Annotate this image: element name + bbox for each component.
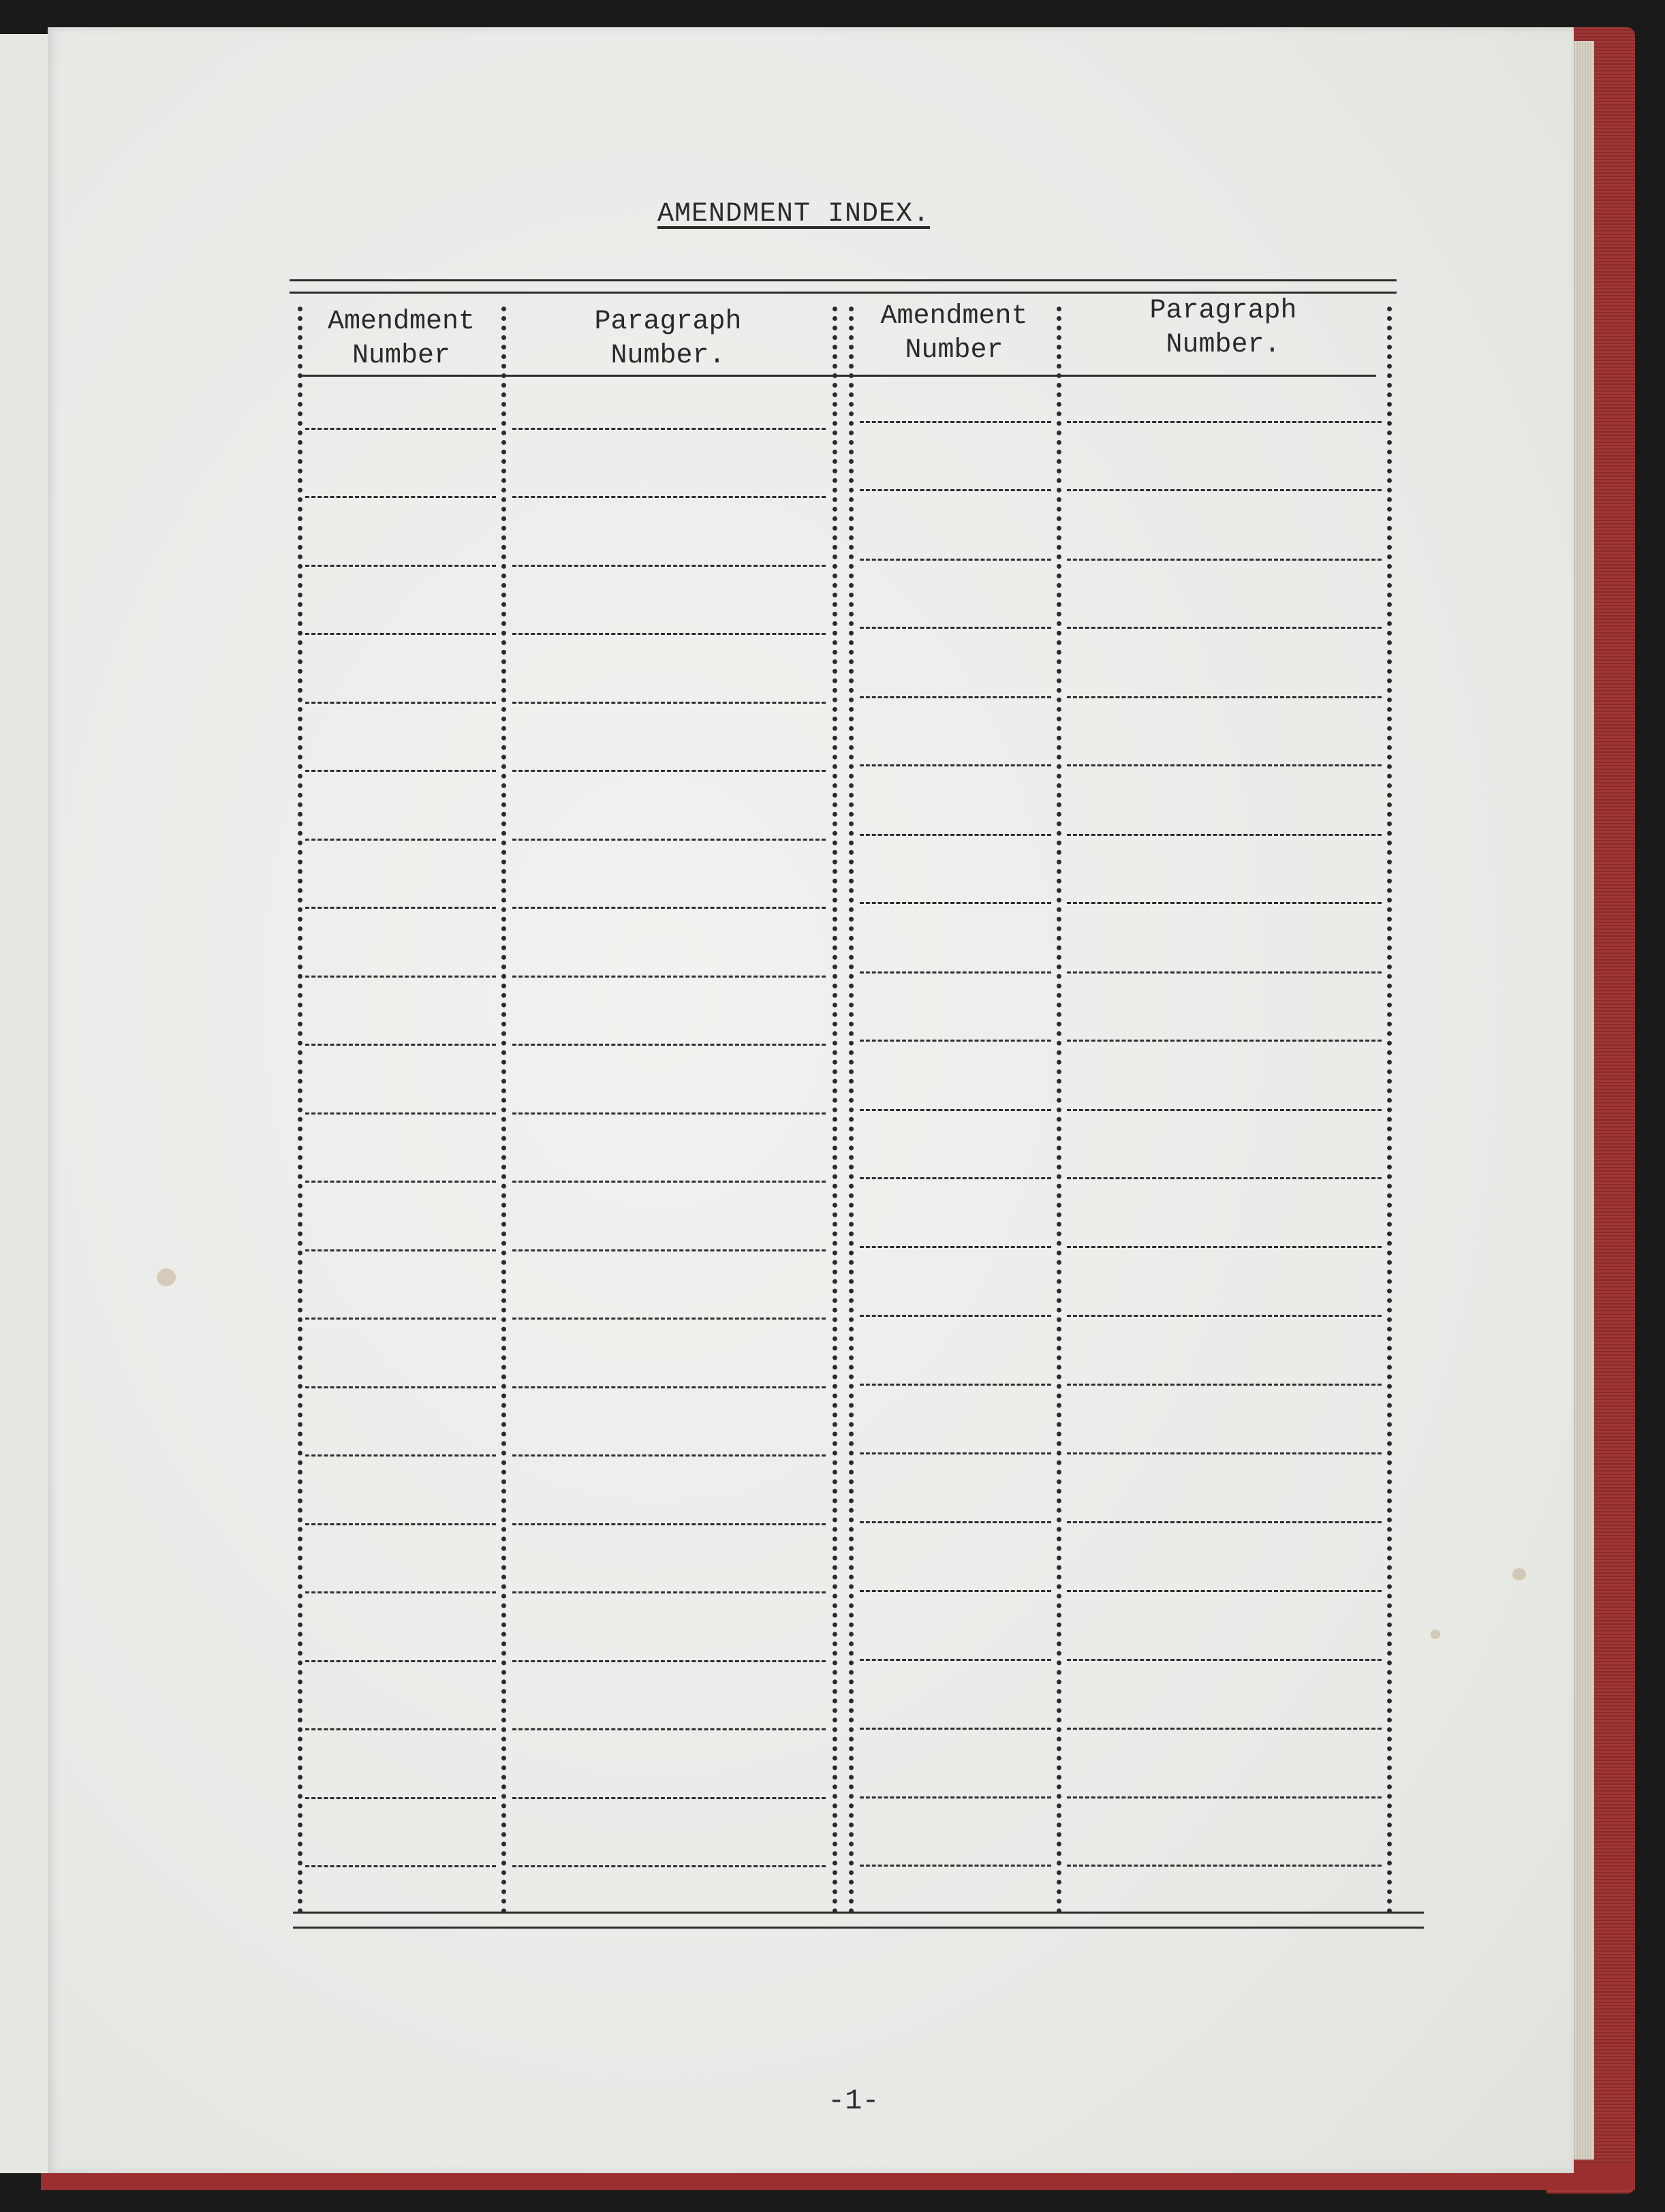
blank-entry-line bbox=[512, 1318, 826, 1320]
blank-entry-line bbox=[305, 1523, 496, 1525]
blank-entry-line bbox=[860, 1246, 1051, 1248]
blank-entry-line bbox=[305, 633, 496, 635]
blank-entry-line bbox=[512, 1044, 826, 1046]
blank-entry-line bbox=[1067, 696, 1382, 698]
blank-entry-line bbox=[305, 1386, 496, 1388]
blank-entry-line bbox=[860, 1796, 1051, 1798]
blank-entry-line bbox=[860, 764, 1051, 766]
blank-entry-line bbox=[860, 421, 1051, 423]
blank-entry-line bbox=[860, 489, 1051, 491]
blank-entry-line bbox=[1067, 902, 1382, 904]
blank-entry-line bbox=[512, 1865, 826, 1867]
blank-entry-line bbox=[512, 1181, 826, 1183]
page-number: -1- bbox=[828, 2085, 880, 2117]
blank-entry-line bbox=[305, 1660, 496, 1662]
foxing-spot bbox=[157, 1268, 176, 1286]
blank-entry-line bbox=[512, 565, 826, 567]
column-header-amendment-number bbox=[307, 305, 496, 373]
blank-entry-line bbox=[860, 1521, 1051, 1523]
blank-entry-line bbox=[860, 1452, 1051, 1454]
blank-entry-line bbox=[860, 627, 1051, 629]
blank-entry-line bbox=[1067, 1246, 1382, 1248]
blank-entry-line bbox=[305, 907, 496, 909]
blank-entry-line bbox=[1067, 834, 1382, 836]
blank-entry-line bbox=[305, 496, 496, 498]
header-line-2: Number bbox=[905, 335, 1003, 366]
header-line-1: Amendment bbox=[880, 301, 1028, 332]
blank-entry-line bbox=[305, 1112, 496, 1115]
column-header-paragraph-number bbox=[510, 305, 826, 373]
blank-entry-line bbox=[512, 1249, 826, 1251]
blank-entry-line bbox=[305, 1318, 496, 1320]
blank-entry-line bbox=[305, 770, 496, 772]
blank-entry-line bbox=[512, 1591, 826, 1593]
blank-entry-line bbox=[860, 971, 1051, 973]
column-divider-left bbox=[298, 307, 302, 1914]
blank-entry-line bbox=[305, 1181, 496, 1183]
blank-entry-line bbox=[512, 1112, 826, 1115]
blank-entry-line bbox=[512, 633, 826, 635]
blank-entry-line bbox=[305, 1797, 496, 1799]
blank-entry-line bbox=[1067, 1315, 1382, 1317]
blank-entry-line bbox=[1067, 1452, 1382, 1454]
facing-page-edge bbox=[0, 34, 53, 2173]
table-top-rule-2 bbox=[290, 292, 1397, 294]
blank-entry-line bbox=[512, 770, 826, 772]
blank-entry-line bbox=[305, 1454, 496, 1457]
foxing-spot bbox=[1512, 1568, 1526, 1580]
blank-entry-line bbox=[1067, 1384, 1382, 1386]
header-line-1: Amendment bbox=[327, 307, 476, 337]
blank-entry-line bbox=[860, 1659, 1051, 1661]
page-title: AMENDMENT INDEX. bbox=[657, 199, 931, 230]
header-line-2: Number. bbox=[1166, 330, 1281, 360]
blank-entry-line bbox=[1067, 489, 1382, 491]
blank-entry-line bbox=[305, 1591, 496, 1593]
blank-entry-line bbox=[512, 428, 826, 430]
blank-entry-line bbox=[1067, 1865, 1382, 1867]
column-divider-center bbox=[832, 307, 837, 1914]
blank-entry-line bbox=[860, 696, 1051, 698]
blank-entry-line bbox=[860, 1040, 1051, 1042]
blank-entry-line bbox=[512, 907, 826, 909]
table-top-rule bbox=[290, 279, 1397, 281]
blank-entry-line bbox=[1067, 1109, 1382, 1111]
blank-entry-line bbox=[305, 428, 496, 430]
blank-entry-line bbox=[860, 1865, 1051, 1867]
blank-entry-line bbox=[860, 1384, 1051, 1386]
blank-entry-line bbox=[305, 839, 496, 841]
header-line-1: Paragraph bbox=[1149, 296, 1297, 326]
blank-entry-line bbox=[1067, 971, 1382, 973]
header-line-2: Number. bbox=[610, 341, 726, 371]
header-bottom-rule bbox=[300, 375, 1376, 377]
blank-entry-line bbox=[512, 1660, 826, 1662]
blank-entry-line bbox=[860, 1177, 1051, 1179]
blank-entry-line bbox=[860, 1315, 1051, 1317]
blank-entry-line bbox=[860, 559, 1051, 561]
table-bottom-rule-2 bbox=[293, 1927, 1424, 1929]
column-divider bbox=[1057, 307, 1061, 1914]
blank-entry-line bbox=[1067, 627, 1382, 629]
blank-entry-line bbox=[1067, 1728, 1382, 1730]
header-line-1: Paragraph bbox=[594, 307, 742, 337]
blank-entry-line bbox=[860, 834, 1051, 836]
blank-entry-line bbox=[1067, 421, 1382, 423]
blank-entry-line bbox=[1067, 764, 1382, 766]
blank-entry-line bbox=[1067, 1590, 1382, 1592]
blank-entry-line bbox=[305, 565, 496, 567]
column-header-paragraph-number bbox=[1065, 294, 1382, 362]
blank-entry-line bbox=[1067, 1659, 1382, 1661]
blank-entry-line bbox=[860, 1728, 1051, 1730]
blank-entry-line bbox=[860, 1590, 1051, 1592]
blank-entry-line bbox=[305, 1728, 496, 1730]
blank-entry-line bbox=[305, 976, 496, 978]
column-divider-right bbox=[1387, 307, 1392, 1914]
blank-entry-line bbox=[512, 1454, 826, 1457]
blank-entry-line bbox=[305, 1865, 496, 1867]
blank-entry-line bbox=[512, 1386, 826, 1388]
blank-entry-line bbox=[512, 1797, 826, 1799]
blank-entry-line bbox=[512, 1523, 826, 1525]
blank-entry-line bbox=[512, 496, 826, 498]
blank-entry-line bbox=[512, 702, 826, 704]
blank-entry-line bbox=[512, 976, 826, 978]
blank-entry-line bbox=[512, 839, 826, 841]
column-header-amendment-number bbox=[857, 300, 1051, 368]
table-bottom-rule bbox=[293, 1912, 1424, 1914]
blank-entry-line bbox=[305, 1249, 496, 1251]
column-divider-center bbox=[849, 307, 854, 1914]
blank-entry-line bbox=[305, 1044, 496, 1046]
blank-entry-line bbox=[1067, 559, 1382, 561]
blank-entry-line bbox=[1067, 1521, 1382, 1523]
foxing-spot bbox=[1431, 1630, 1440, 1639]
blank-entry-line bbox=[860, 902, 1051, 904]
blank-entry-line bbox=[1067, 1040, 1382, 1042]
blank-entry-line bbox=[1067, 1796, 1382, 1798]
blank-entry-line bbox=[305, 702, 496, 704]
header-line-2: Number bbox=[352, 341, 451, 371]
blank-entry-line bbox=[1067, 1177, 1382, 1179]
blank-entry-line bbox=[512, 1728, 826, 1730]
blank-entry-line bbox=[860, 1109, 1051, 1111]
column-divider bbox=[501, 307, 506, 1914]
